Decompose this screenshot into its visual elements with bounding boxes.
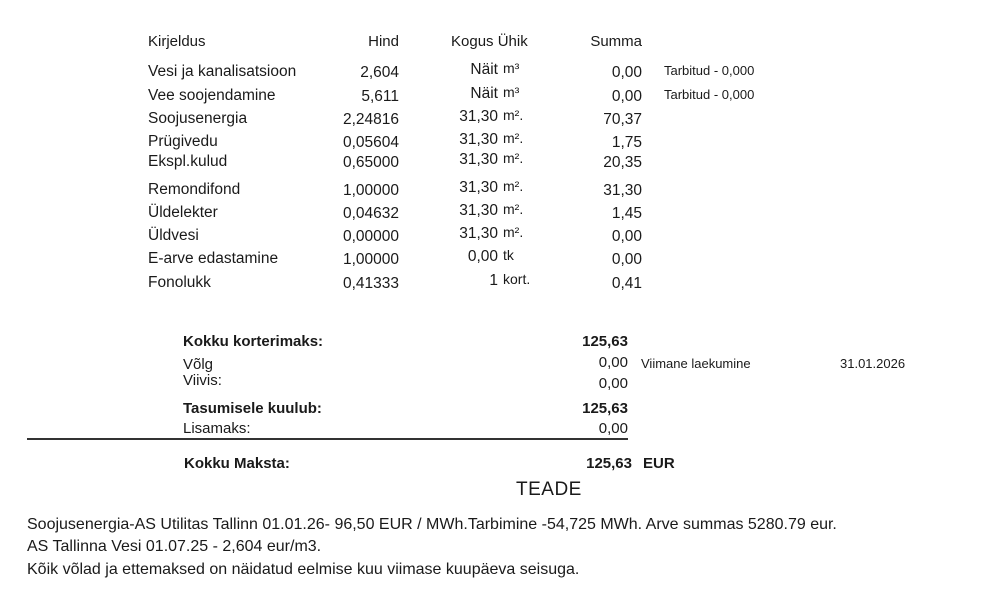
currency: EUR — [643, 455, 675, 472]
row-quantity: Näit — [470, 61, 498, 78]
row-price: 1,00000 — [342, 182, 399, 199]
row-description: Vee soojendamine — [148, 87, 276, 104]
row-price: 0,65000 — [342, 154, 399, 171]
divider — [27, 438, 628, 440]
row-sum: 70,37 — [603, 111, 642, 128]
row-sum: 0,00 — [611, 88, 642, 105]
surcharge-value: 0,00 — [598, 420, 628, 437]
row-description: E-arve edastamine — [148, 250, 279, 267]
last-payment-label: Viimane laekumine — [641, 356, 751, 371]
row-note: Tarbitud - 0,000 — [664, 87, 755, 102]
row-price: 5,611 — [361, 88, 399, 105]
row-sum: 0,00 — [611, 251, 642, 268]
notice-line: AS Tallinna Vesi 01.07.25 - 2,604 eur/m3. — [27, 538, 322, 555]
notice-line: Kõik võlad ja ettemaksed on näidatud eelmise kuu viimase kuupäeva seisuga. — [27, 561, 580, 578]
row-quantity: 31,30 — [459, 151, 498, 168]
row-price: 1,00000 — [342, 251, 399, 268]
row-description: Vesi ja kanalisatsioon — [148, 63, 297, 80]
debt-value: 0,00 — [598, 354, 628, 371]
notice-line: Soojusenergia-AS Utilitas Tallinn 01.01.26- 96,50 EUR / MWh.Tarbimine -54,725 MWh. Arve summas 5280.79 eur. — [27, 516, 837, 533]
row-unit: m². — [503, 201, 524, 217]
header-quantity-unit: Kogus Ühik — [451, 33, 528, 50]
row-price: 0,04632 — [342, 205, 399, 222]
row-quantity: 31,30 — [459, 108, 498, 125]
row-description: Soojusenergia — [148, 110, 248, 127]
payable-label: Tasumisele kuulub: — [183, 400, 322, 417]
row-sum: 31,30 — [603, 182, 642, 199]
row-price: 0,41333 — [342, 275, 399, 292]
apartment-total-label: Kokku korterimaks: — [183, 333, 324, 350]
row-price: 2,604 — [360, 64, 399, 81]
row-quantity: 31,30 — [459, 202, 498, 219]
row-quantity: Näit — [470, 85, 498, 102]
row-price: 2,24816 — [342, 111, 399, 128]
row-unit: m². — [503, 130, 524, 146]
row-quantity: 0,00 — [467, 248, 498, 265]
row-sum: 20,35 — [603, 154, 642, 171]
row-description: Üldelekter — [148, 204, 218, 221]
header-price: Hind — [368, 33, 399, 50]
row-description: Prügivedu — [148, 133, 218, 150]
row-description: Ekspl.kulud — [148, 153, 228, 170]
row-unit: m². — [503, 150, 524, 166]
grand-total-value: 125,63 — [586, 455, 632, 472]
surcharge-label: Lisamaks: — [183, 420, 251, 437]
row-quantity: 31,30 — [459, 179, 498, 196]
row-price: 0,05604 — [342, 134, 399, 151]
row-quantity: 31,30 — [459, 225, 498, 242]
row-unit: m². — [503, 107, 524, 123]
payable-value: 125,63 — [582, 400, 628, 417]
row-sum: 0,41 — [611, 275, 642, 292]
row-unit: m². — [503, 224, 524, 240]
row-sum: 0,00 — [611, 64, 642, 81]
row-description: Üldvesi — [148, 227, 199, 244]
notice-title: TEADE — [516, 479, 582, 500]
row-price: 0,00000 — [342, 228, 399, 245]
row-note: Tarbitud - 0,000 — [664, 63, 755, 78]
header-description: Kirjeldus — [148, 33, 206, 50]
header-sum: Summa — [590, 33, 642, 50]
row-unit: kort. — [503, 271, 531, 287]
row-quantity: 1 — [489, 272, 498, 289]
row-unit: m³ — [503, 84, 520, 100]
row-description: Fonolukk — [148, 274, 211, 291]
row-sum: 1,75 — [611, 134, 642, 151]
row-unit: tk — [503, 247, 514, 263]
row-unit: m³ — [503, 60, 520, 76]
row-description: Remondifond — [148, 181, 241, 198]
row-quantity: 31,30 — [459, 131, 498, 148]
grand-total-label: Kokku Maksta: — [184, 455, 290, 472]
penalty-label: Viivis: — [183, 372, 222, 389]
penalty-value: 0,00 — [598, 375, 628, 392]
row-sum: 1,45 — [611, 205, 642, 222]
row-unit: m². — [503, 178, 524, 194]
row-sum: 0,00 — [611, 228, 642, 245]
debt-label: Võlg — [183, 356, 214, 373]
last-payment-date: 31.01.2026 — [840, 356, 906, 371]
apartment-total-value: 125,63 — [582, 333, 628, 350]
